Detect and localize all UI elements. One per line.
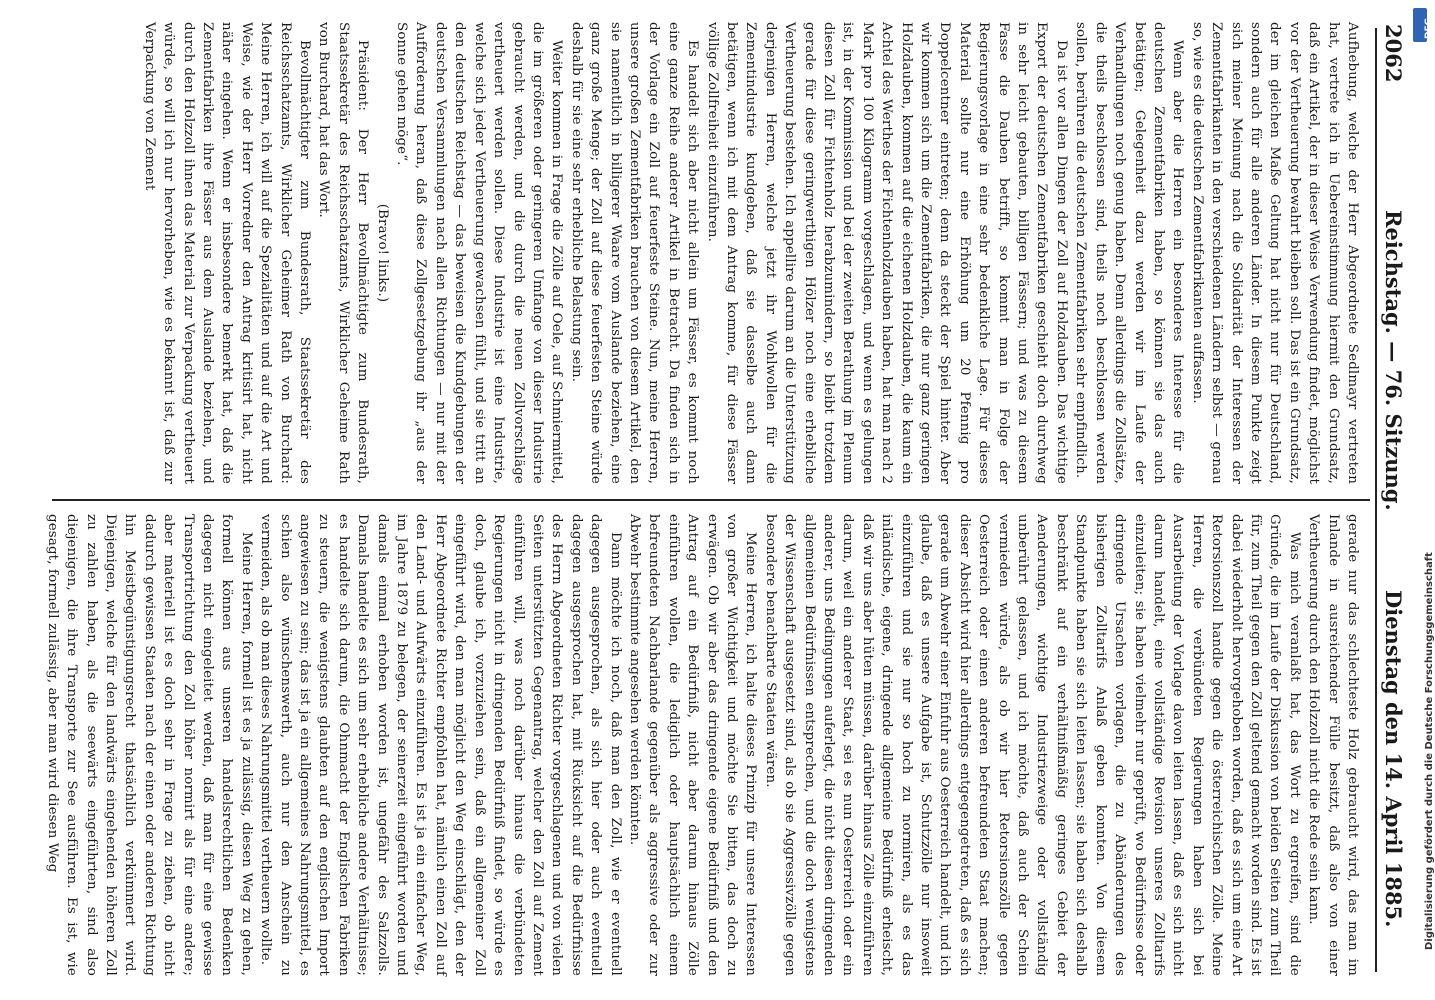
speaker-paragraph: Bevollmächtigter zum Bundesrath, Staatssekretär des Reichsschatzamts, Wirklicher Geheimer Rath von Burchard: Meine Herren, ich will auf die Spezialitäten und auf die Art und Weise, wie der Herr Vorredner den Antrag kritisirt hat, nicht näher eingehen. Wenn er insbesondere bemerkt hat, daß die Zementfabriken ihre Fässer aus dem Auslande beziehen, und durch den Holzzoll ihnen das Material zur Verpackung vertheuert würde, so will ich nur hervorheben, wie es bekannt ist, daß zur Verpackung von Zement bbox=[141, 22, 313, 484]
left-text-column bbox=[52, 22, 1362, 484]
page-number: 2062 bbox=[1381, 24, 1406, 83]
dfg-logo bbox=[1413, 8, 1434, 42]
left-running-title: Reichstag. — 76. Sitzung. bbox=[1381, 210, 1406, 511]
paragraph: Weiter kommen in Frage die Zölle auf Oele, auf Schmiermittel, die im größeren oder geringeren Umfange von dieser Industrie gebraucht werden, und die durch die neuen Zollvorschläge vertheuert werden sollen. Diese Industrie ist eine Industrie, welche sich jeder Vertheuerung gewachsen fühlt, und sie tritt an den deutschen Reichstag — das beweisen die Kundgebungen der deutschen Versammlungen nach allen Richtungen — nur mit der Aufforderung heran, daß diese Zollgesetzgebung ihr „aus der Sonne gehen möge“. bbox=[394, 22, 565, 484]
page-header bbox=[1372, 0, 1414, 1000]
digitization-credit-text: Digitalisierung gefördert durch die Deutsche Forschungsgemeinschaft bbox=[1424, 552, 1435, 950]
paragraph: Meine Herren, formell ist es ja zulässig, diesen Weg zu gehen, formell können aus unseren handelsrechtlichen Bedenken dagegen nicht eingeleitet werden, daß man für eine gewisse Transportrichtung den Zoll höher normirt als für eine andere; aber materiell ist es doch sehr in Frage zu ziehen, ob nicht dadurch gewissen Staaten nach der einen oder anderen Richtung hin Meistbegünstigungsrecht thatsächlich verkümmert wird. Diejenigen, welche für den landwärts eingehenden höheren Zoll zu zahlen haben, als die seewärts eingeführten, sind also diejenigen, die ihre Transporte zur See ausführen. Es ist, wie gesagt, formell zulässig, aber man wird diesen Weg bbox=[44, 514, 254, 976]
paragraph: Da ist vor allen Dingen der Zoll auf Holzdauben. Das wichtige Export der deutschen Zementfabriken geschieht doch durchweg in sehr leicht gebauten, billigen Fässern; und was zu diesem Fasse die Dauben betrifft, so kommt man in Folge der Regierungsvorlage in eine sehr bedenkliche Lage. Für dieses Material sollte nur eine Erhöhung um 20 Pfennig pro Doppelcentner eintreten; denn da steckt der Spiel hinter. Aber wir kommen sich um die Zementfabriken, die nur ganz geringen Holzdauben, kommen auf die eichenen Holzdauben, die kaum ein Achtel des Werthes der Fichtenholzdauben haben, hat man nach 2 Mark pro 100 Kilogramm vorgeschlagen, und wenn es gelungen ist, in der Kommission und bei der zweiten Berathung im Plenum diesen Zoll für Fichtenholz herabzumindern, so bleibt trotzdem gerade für diese geringwerthigen Hölzer noch eine erhebliche Vertheuerung bestehen. Ich appellire darum an die Unterstützung derjenigen Herren, welche jetzt ihr Wohlwollen für die Zementindustrie kundgeben, daß sie dasselbe auch dann betätigen, wenn ich mit dem Antrag komme, für diese Fässer völlige Zollfreiheit einzuführen. bbox=[704, 22, 1069, 484]
column-divider bbox=[52, 499, 1370, 501]
paragraph: Aufhebung, welche der Herr Abgeordnete Sedlmayr vertreten hat, vertrete ich in Uebereinstimmung hiermit den Grundsatz, daß ein Artikel, der in dieser Weise Verwendung findet, möglichst vor der Vertheuerung bewahrt bleiben soll. Das ist ein Grundsatz, der im gleichen Maße Geltung hat nicht nur für Deutschland, sondern auch für alle anderen Länder. In diesem Punkte zeigt sich meiner Meinung nach die Solidarität der Interessen der Zementfabrikanten in den verschiedenen Ländern selbst — genau so, wie es die deutschen Zementfabrikanten auffassen. bbox=[1189, 22, 1360, 484]
paragraph: Meine Herren, ich halte dieses Prinzip für unsere Interessen von großer Wichtigkeit und möchte Sie bitten, das doch zu erwägen. Ob wir aber das dringende eigene Bedürfniß und den Antrag auf ein Bedürfniß, nicht aber darum hinaus Zölle einführen wollen, die lediglich oder hauptsächlich einem befreundeten Nachbarlande gegenüber als aggressive oder zur Abwehr bestimmte angesehen werden könnten. bbox=[626, 514, 759, 976]
dfg-logo-text: DFG bbox=[1424, 17, 1434, 39]
speaker-paragraph: Präsident: Der Herr Bevollmächtigte zum Bundesrath, Staatssekretär des Reichsschatzamts, Wirklicher Geheime Rath von Burchard, hat das Wort. bbox=[316, 22, 371, 484]
right-running-title: Dienstag den 14. April 1885. bbox=[1381, 590, 1406, 928]
header-rule bbox=[1375, 28, 1377, 972]
right-text-column bbox=[44, 514, 1362, 976]
digitization-credit bbox=[1412, 50, 1435, 950]
paragraph: gerade nur das schlechteste Holz gebraucht wird, das man im Inlande in ausreichender Fülle besitzt, daß also von einer Vertheuerung durch den Holzzoll nicht die Rede sein kann. bbox=[1306, 514, 1360, 976]
paragraph: Wenn aber die Herren ein besonderes Interesse für die deutschen Zementfabriken haben, so können sie das auch betätigen; Gelegenheit dazu werden wir im Laufe der Verhandlungen noch genug haben. Denn allerdings die Zollsätze, die theils beschlossen sind, theils noch beschlossen werden sollen, berühren die deutschen Zementfabriken sehr empfindlich. bbox=[1073, 22, 1186, 484]
paragraph: Dann möchte ich noch, daß man den Zoll, wie er eventuell dagegen ausgesprochen, als sich hier oder auch eventuell dagegen ausgesprochen hat, mit Rücksicht auf die Bedürfnisse des Herrn Abgeordneten Richter vorgeschlagenen und von vielen Seiten unterstützten Gegenantrag, welcher den Zoll auf Zement einführen will, was noch darüber hinaus die verbündeten Regierungen nicht in dringenden Bedürfniß findet, so würde es doch, glaube ich, vorzuziehen sein, daß ein allgemeiner Zoll eingeführt wird, den man möglicht den Weg einschlägt, den der Herr Abgeordnete Richter empfohlen hat, nämlich einen Zoll auf den Land- und Aufwärts einzuführen. Es ist ja ein einfacher Weg, im Jahre 1879 zu belegen, der seinerzeit eingeführt worden und damals einmal erhoben worden ist, ungefähr des Salzzolls. Damals handelte es sich um sehr erhebliche andere Verhältnisse; es handelte sich darum, die Ohnmacht der Englischen Fabriken zu steuern, die wenigstens glaubten auf den englischen Import angewiesen zu sein; das ist ja ein allgemeines Nahrungsmittel, es schien also wünschenswerth, auch nur den Anschein zu vermeiden, als ob man dieses Nahrungsmittel vertheuern wollte. bbox=[258, 514, 623, 976]
applause-note: (Bravo! links.) bbox=[374, 203, 390, 303]
paragraph: Was mich veranlaßt hat, das Wort zu ergreifen, sind die Gründe, die im Laufe der Diskussion von beiden Seiten zum Theil für, zum Theil gegen den Zoll geltend gemacht worden sind. Es ist dabei wiederholt hervorgehoben worden, daß es sich um eine Art Retorsionszoll handle gegen die österreichischen Zölle. Meine Herren, die verbündeten Regierungen haben sich bei Ausarbeitung der Vorlage davon leiten lassen, daß es sich nicht darum handelt, eine vollständige Revision unseres Zolltarifs einzuleiten; sie haben vielmehr nur geprüft, wo Bedürfnisse oder dringende Ursachen vorlagen, die zu Abänderungen des bisherigen Zolltarifs Anlaß geben konnten. Von diesem Standpunkte haben sie sich leiten lassen; sie haben sich deshalb beschränkt auf ein verhältnißmäßig geringes Gebiet der Aenderungen, wichtige Industriezweige oder vollständig unberührt gelassen, und ich möchte, daß auch der Schein vermieden würde, als ob wir hier Retorsionszölle gegen Oesterreich oder einen anderen befreundeten Staat machen; dieser Absicht wird hier allerdings entgegengetreten, daß es sich gerade um Abwehr einer Einfuhr aus Oesterreich handelt, und ich glaube, daß es unsere Aufgabe ist, Schutzzölle nur insoweit einzuführen und sie nur so hoch zu normiren, als es das inländische, eigene, dringende allgemeine Bedürfniß erheischt, daß wir uns aber hüten müssen, darüber hinaus Zölle einzuführen darum, weil ein anderer Staat, sei es nun Oesterreich oder ein anderer, uns Bedingungen auferlegt, die nicht diesen dringenden allgemeinen Bedürfnissen entsprechen, und die doch wenigstens der Wissenschaft ausgesetzt sind, als ob sie Aggressivzölle gegen besondere benachbarte Staaten wären. bbox=[762, 514, 1302, 976]
paragraph: Es handelt sich aber nicht allein um Fässer, es kommt noch eine ganze Reihe anderer Artikel in Betracht. Da finden sich in der Vorlage ein Zoll auf feuerfeste Steine. Nun, meine Herren, unsere großen Zementfabriken brauchen von diesem Artikel, den sie namentlich in billigerer Waare vom Auslande beziehen, eine ganz große Menge; der Zoll auf diese feuerfesten Steine würde deshalb für sie eine sehr erhebliche Belastung sein. bbox=[568, 22, 701, 484]
